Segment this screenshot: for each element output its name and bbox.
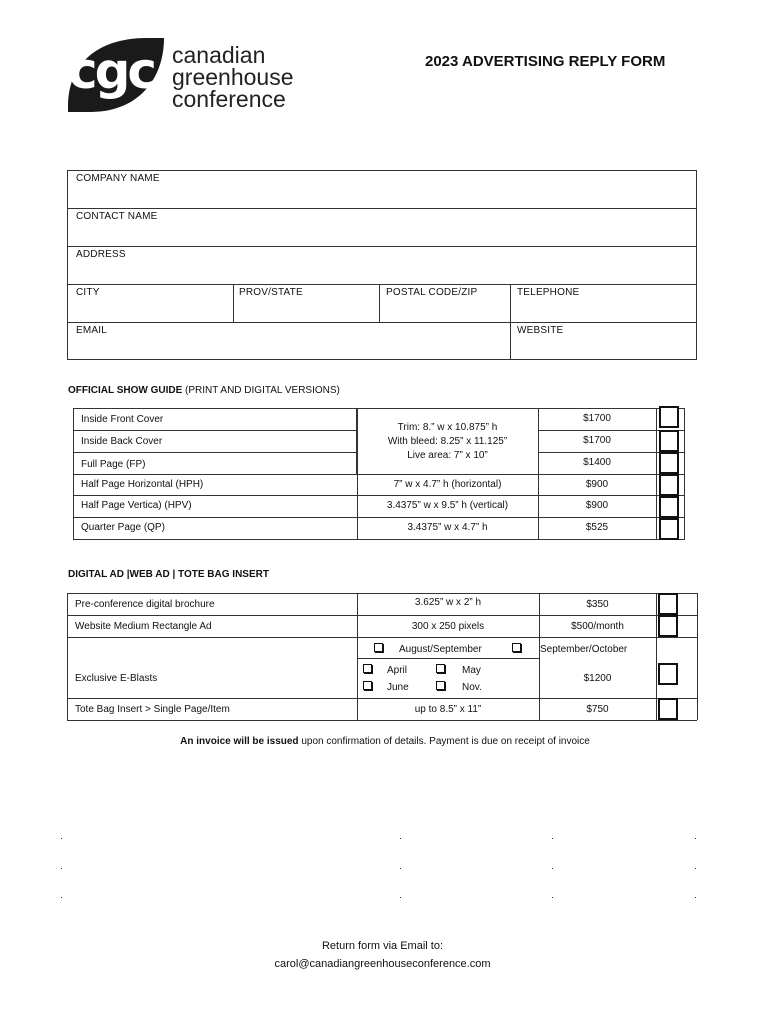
telephone-field[interactable] <box>510 284 697 323</box>
show-guide-heading-bold: OFFICIAL SHOW GUIDE <box>68 385 183 396</box>
guide-row-name: Half Page Horizontal (HPH) <box>81 479 204 490</box>
guide-bleed-spec: With bleed: 8.25” x 11.125” <box>387 436 508 447</box>
june-label: June <box>387 682 409 693</box>
checkbox-nov[interactable] <box>436 681 445 690</box>
guide-row-price: $1400 <box>583 457 611 468</box>
website-label: WEBSITE <box>517 325 564 336</box>
checkbox-june[interactable] <box>363 681 372 690</box>
guide-row-price: $900 <box>585 479 609 490</box>
digital-heading: DIGITAL AD |WEB AD | TOTE BAG INSERT <box>68 569 269 580</box>
guide-row-size: 3.4375” w x 9.5” h (vertical) <box>386 500 509 511</box>
company-name-field[interactable] <box>67 170 697 209</box>
tote-size: up to 8.5” x 11” <box>414 704 482 715</box>
checkbox-ifc[interactable] <box>659 406 679 428</box>
checkbox-hpv[interactable] <box>659 496 679 518</box>
guide-row-price: $525 <box>585 522 609 533</box>
city-field[interactable] <box>67 284 234 323</box>
guide-row-name: Inside Back Cover <box>81 436 163 447</box>
checkbox-tote[interactable] <box>658 698 678 720</box>
guide-row-size: 3.4375” w x 4.7” h <box>407 522 488 533</box>
postal-code-label: POSTAL CODE/ZIP <box>386 287 478 298</box>
checkbox-may[interactable] <box>436 664 445 673</box>
guide-row-name: Inside Front Cover <box>81 414 164 425</box>
address-field[interactable] <box>67 246 697 285</box>
logo-mark-text: cgc <box>68 42 155 100</box>
invoice-note-bold: An invoice will be issued <box>180 736 299 747</box>
checkbox-sep-oct[interactable] <box>512 643 521 652</box>
digital-row-size: 3.625” w x 2” h <box>414 597 482 608</box>
invoice-note <box>0 736 770 747</box>
logo <box>66 36 306 116</box>
form-title: 2023 ADVERTISING REPLY FORM <box>425 53 666 70</box>
guide-row-name: Full Page (FP) <box>81 459 146 470</box>
guide-row-fp <box>73 452 357 475</box>
aug-sep-label: August/September <box>399 644 482 655</box>
return-email-link[interactable]: carol@canadiangreenhouseconference.com <box>274 958 491 970</box>
digital-row-price: $350 <box>586 599 609 610</box>
logo-line3: conference <box>172 86 286 112</box>
city-label: CITY <box>76 287 100 298</box>
prov-state-field[interactable] <box>233 284 380 323</box>
logo-line2: greenhouse <box>172 64 294 90</box>
april-label: April <box>387 665 408 676</box>
guide-row-name: Quarter Page (QP) <box>81 522 165 533</box>
telephone-label: TELEPHONE <box>517 287 580 298</box>
company-name-label: COMPANY NAME <box>76 173 160 184</box>
email-field[interactable] <box>67 322 511 360</box>
invoice-note-rest: upon confirmation of details. Payment is due on receipt of invoice <box>298 736 590 747</box>
checkbox-aug-sep[interactable] <box>374 643 383 652</box>
digital-row-size: 300 x 250 pixels <box>411 621 485 632</box>
sep-oct-label: September/October <box>540 644 628 655</box>
guide-row-size: 7” w x 4.7” h (horizontal) <box>393 479 502 490</box>
prov-state-label: PROV/STATE <box>239 287 303 298</box>
return-line1: Return form via Email to: <box>321 940 444 952</box>
postal-code-field[interactable] <box>379 284 511 323</box>
checkbox-qp[interactable] <box>659 518 679 540</box>
guide-trim-spec: Trim: 8.” w x 10.875” h <box>397 422 498 433</box>
address-label: ADDRESS <box>76 249 126 260</box>
eblast-price: $1200 <box>583 673 612 684</box>
checkbox-eblast[interactable] <box>658 663 678 685</box>
guide-live-spec: Live area: 7” x 10” <box>407 450 488 461</box>
guide-row-price: $1700 <box>583 413 611 424</box>
guide-row-price: $1700 <box>583 435 611 446</box>
contact-name-field[interactable] <box>67 208 697 247</box>
checkbox-ibc[interactable] <box>659 430 679 452</box>
guide-row-name: Half Page Vertica) (HPV) <box>81 500 192 511</box>
digital-row-name: Website Medium Rectangle Ad <box>75 621 212 632</box>
email-label: EMAIL <box>76 325 108 336</box>
website-field[interactable] <box>510 322 697 360</box>
digital-row-name: Pre-conference digital brochure <box>75 599 215 610</box>
nov-label: Nov. <box>462 682 482 693</box>
eblast-name: Exclusive E-Blasts <box>75 673 158 684</box>
tote-price: $750 <box>586 704 609 715</box>
digital-row-price: $500/month <box>571 621 624 632</box>
checkbox-april[interactable] <box>363 664 372 673</box>
checkbox-website-ad[interactable] <box>658 615 678 637</box>
checkbox-hph[interactable] <box>659 474 679 496</box>
contact-name-label: CONTACT NAME <box>76 211 158 222</box>
guide-row-ifc <box>73 408 357 431</box>
checkbox-brochure[interactable] <box>658 593 678 615</box>
guide-row-price: $900 <box>585 500 609 511</box>
guide-row-ibc <box>73 430 357 453</box>
checkbox-fp[interactable] <box>659 452 679 474</box>
may-label: May <box>462 665 481 676</box>
tote-name: Tote Bag Insert > Single Page/Item <box>75 704 230 715</box>
logo-line1: canadian <box>172 42 266 68</box>
show-guide-heading-rest: (PRINT AND DIGITAL VERSIONS) <box>182 385 340 396</box>
show-guide-heading <box>68 385 340 396</box>
